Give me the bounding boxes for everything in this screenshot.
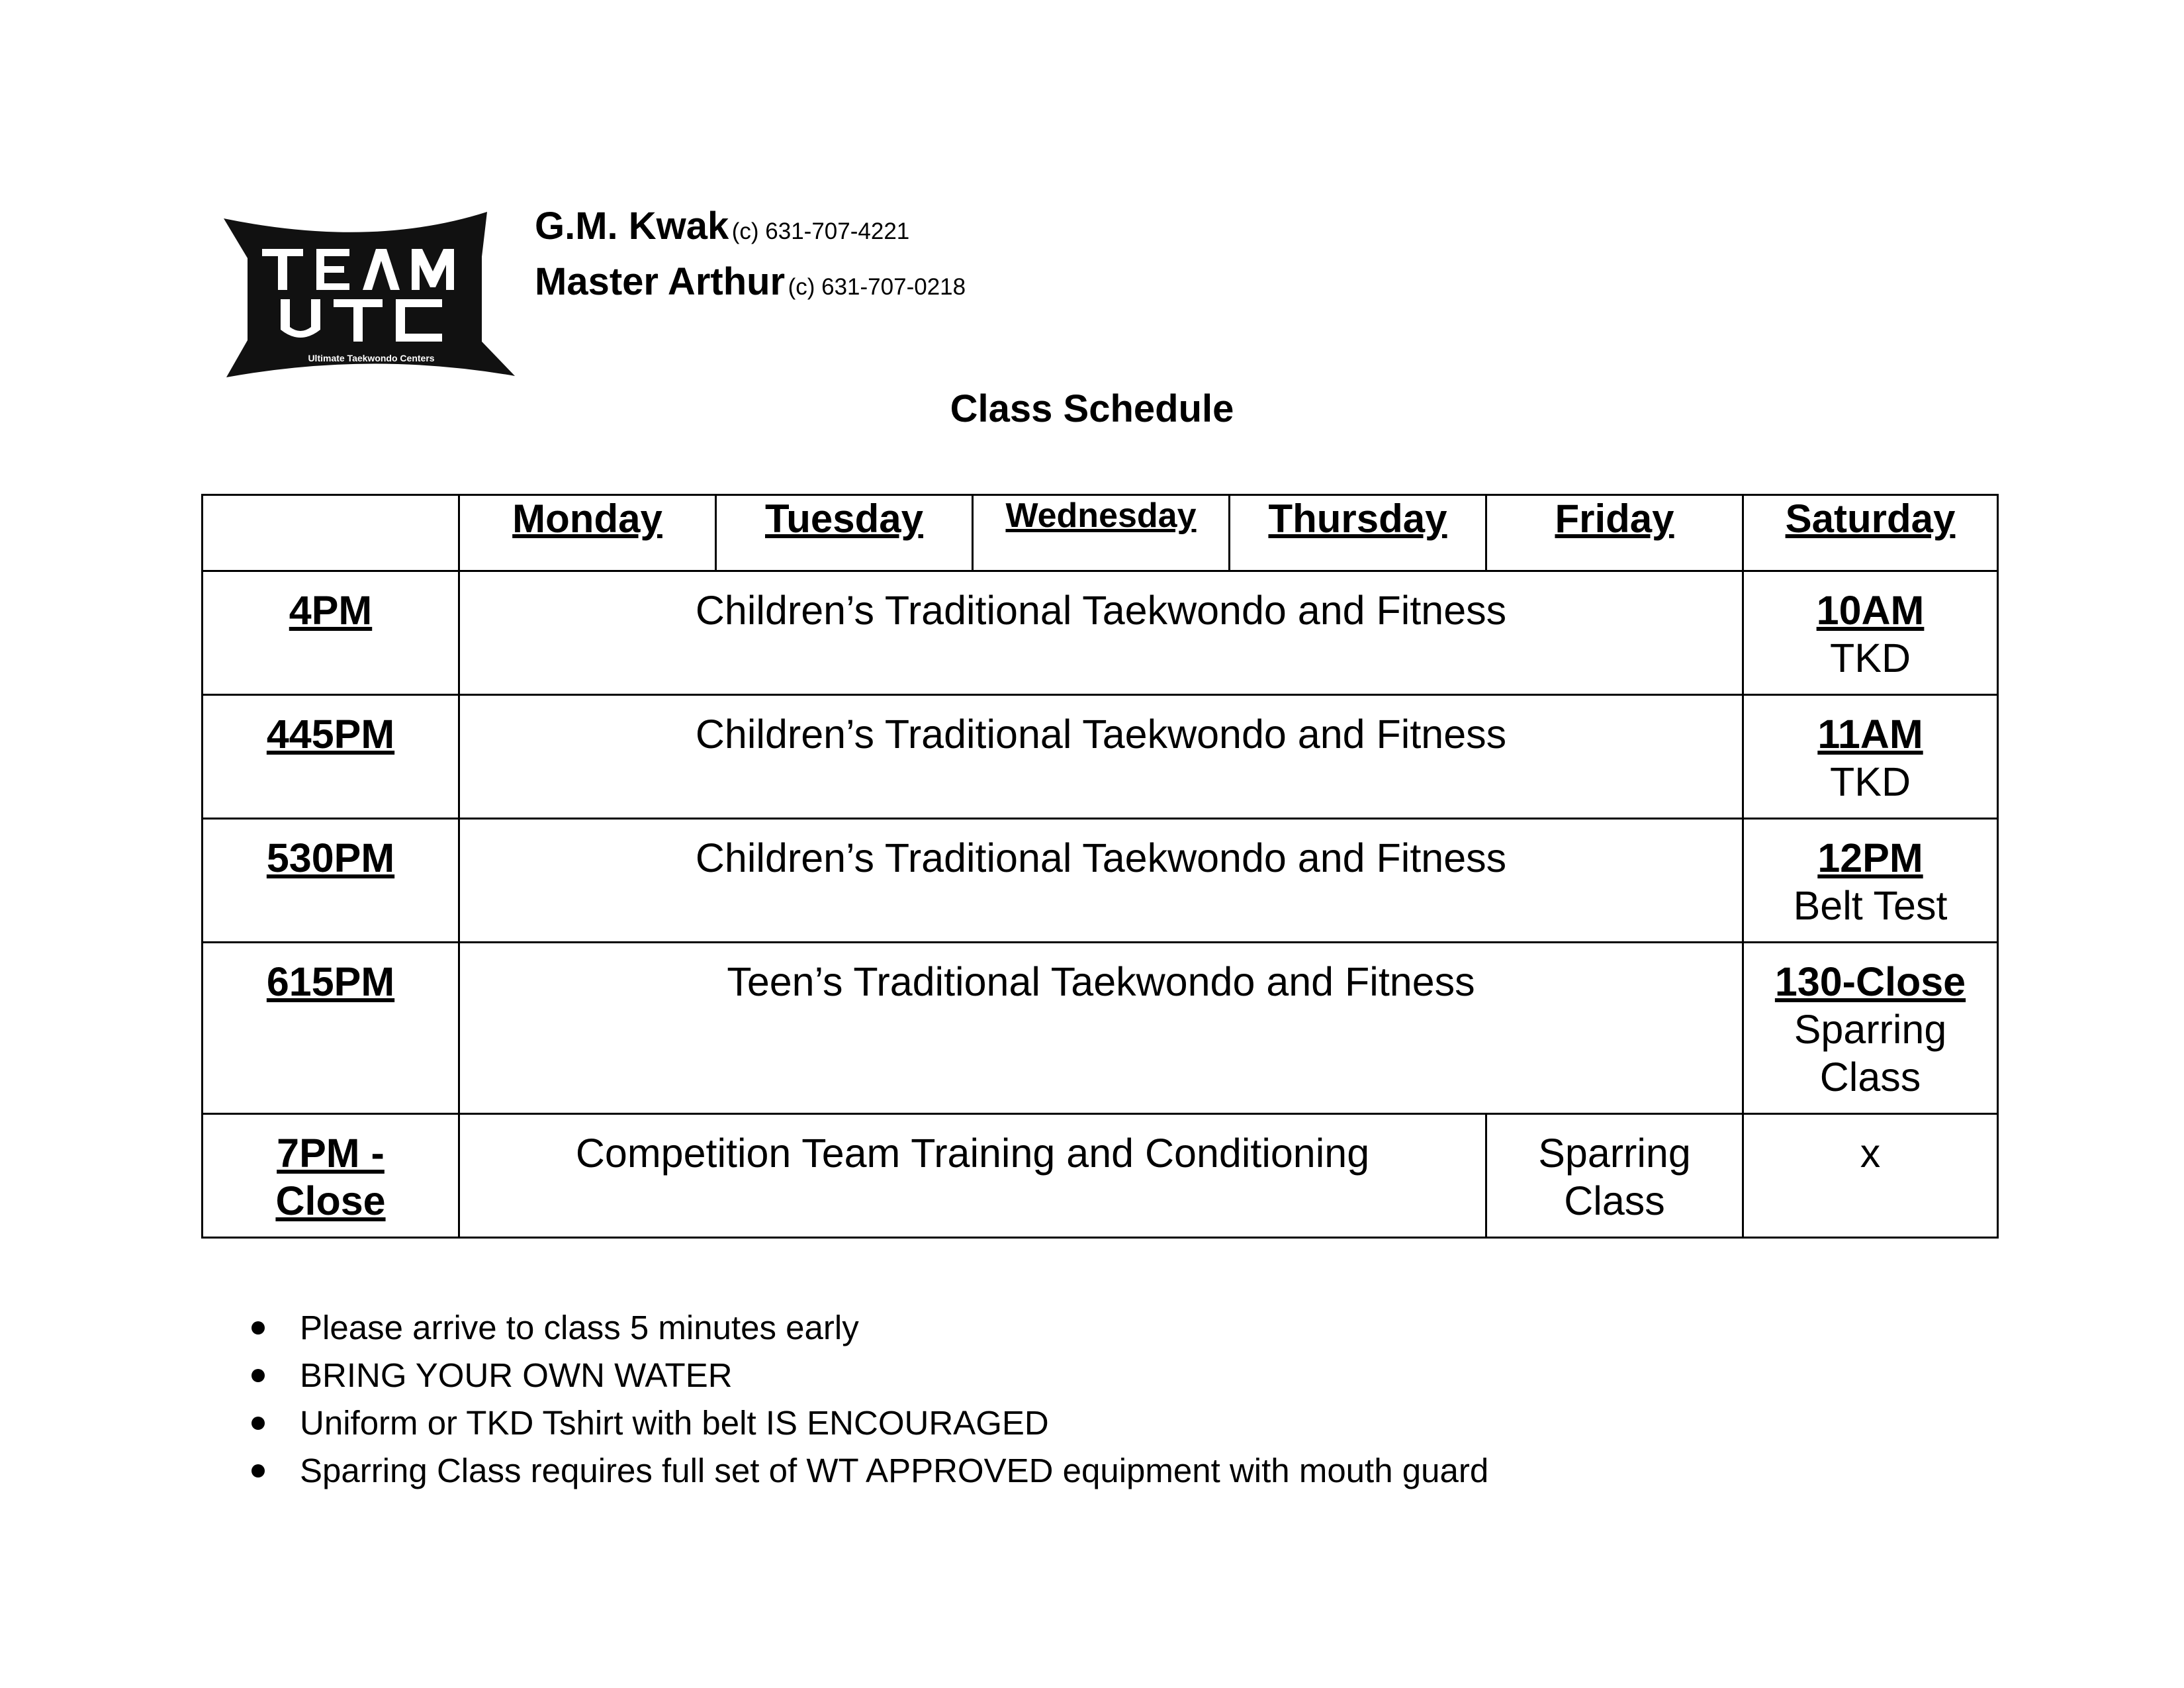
- weekday-class-cell: [459, 695, 1743, 819]
- table-row: [203, 943, 1998, 1114]
- logo-tagline-line2: Long Island, NY: [338, 364, 404, 374]
- contact-name: Master Arthur: [535, 260, 786, 303]
- weekday-class-cell: [459, 571, 1743, 695]
- competition-class-cell: [459, 1114, 1486, 1238]
- class-name: Children’s Traditional Taekwondo and Fitness: [695, 835, 1507, 880]
- time-label: 530PM: [266, 835, 395, 880]
- saturday-class: Belt Test: [1793, 883, 1948, 928]
- saturday-class: x: [1860, 1131, 1881, 1176]
- time-label: 615PM: [266, 959, 395, 1004]
- bullet-icon: [251, 1417, 265, 1430]
- day-label: Tuesday: [765, 496, 923, 541]
- time-cell: [203, 819, 459, 943]
- time-cell: [203, 695, 459, 819]
- note-text: BRING YOUR OWN WATER: [300, 1356, 733, 1394]
- class-name: Teen’s Traditional Taekwondo and Fitness: [727, 959, 1475, 1004]
- list-item: [251, 1352, 1488, 1399]
- saturday-cell: [1743, 1114, 1998, 1238]
- team-utc-logo: [222, 211, 520, 383]
- friday-class-line1: Sparring: [1538, 1131, 1691, 1176]
- saturday-class: Sparring Class: [1794, 1007, 1947, 1100]
- time-cell: [203, 1114, 459, 1238]
- time-label: 445PM: [266, 712, 395, 757]
- list-item: [251, 1304, 1488, 1352]
- saturday-class: TKD: [1830, 759, 1911, 804]
- class-name: Children’s Traditional Taekwondo and Fitness: [695, 588, 1507, 633]
- bullet-icon: [251, 1321, 265, 1335]
- logo-tagline-line1: Ultimate Taekwondo Centers: [308, 353, 435, 363]
- saturday-cell: [1743, 695, 1998, 819]
- day-label: Monday: [512, 496, 662, 541]
- header-tuesday: [716, 495, 973, 571]
- saturday-time: 12PM: [1817, 835, 1923, 880]
- note-text: Uniform or TKD Tshirt with belt IS ENCOURAGED: [300, 1404, 1049, 1442]
- saturday-cell: [1743, 819, 1998, 943]
- table-row: [203, 1114, 1998, 1238]
- bullet-icon: [251, 1464, 265, 1477]
- class-name: Children’s Traditional Taekwondo and Fitness: [695, 712, 1507, 757]
- table-row: [203, 571, 1998, 695]
- table-row: [203, 695, 1998, 819]
- weekday-class-cell: [459, 943, 1743, 1114]
- class-name: Competition Team Training and Conditioning: [575, 1131, 1370, 1176]
- schedule-table: [201, 494, 1999, 1239]
- notes-list: [251, 1304, 1488, 1495]
- header-wednesday: [973, 495, 1230, 571]
- time-cell: [203, 943, 459, 1114]
- saturday-class: TKD: [1830, 635, 1911, 680]
- friday-cell: [1486, 1114, 1743, 1238]
- header-saturday: [1743, 495, 1998, 571]
- saturday-time: 130-Close: [1774, 959, 1966, 1004]
- time-label-line1: 7PM -: [277, 1131, 385, 1176]
- saturday-time: 11AM: [1817, 712, 1923, 757]
- header-friday: [1486, 495, 1743, 571]
- list-item: [251, 1447, 1488, 1495]
- day-label: Thursday: [1268, 496, 1447, 541]
- time-label-line2: Close: [275, 1178, 386, 1223]
- header-thursday: [1230, 495, 1486, 571]
- list-item: [251, 1399, 1488, 1447]
- page-title: Class Schedule: [950, 387, 1234, 430]
- contact-name: G.M. Kwak: [535, 205, 729, 248]
- header-monday: [459, 495, 716, 571]
- contact-phone: (c) 631-707-0218: [788, 274, 966, 300]
- contact-phone: (c) 631-707-4221: [731, 218, 910, 244]
- saturday-cell: [1743, 943, 1998, 1114]
- friday-class-line2: Class: [1564, 1178, 1665, 1223]
- note-text: Please arrive to class 5 minutes early: [300, 1309, 859, 1346]
- header-blank-cell: [203, 495, 459, 571]
- table-header-row: [203, 495, 1998, 571]
- time-cell: [203, 571, 459, 695]
- time-label: 4PM: [289, 588, 373, 633]
- contact-master-arthur: [535, 254, 966, 310]
- saturday-cell: [1743, 571, 1998, 695]
- weekday-class-cell: [459, 819, 1743, 943]
- note-text: Sparring Class requires full set of WT APPROVED equipment with mouth guard: [300, 1452, 1489, 1489]
- team-utc-logo-graphic: [222, 211, 520, 383]
- contacts: [535, 199, 966, 310]
- table-row: [203, 819, 1998, 943]
- bullet-icon: [251, 1369, 265, 1382]
- day-label: Saturday: [1785, 496, 1956, 541]
- day-label: Wednesday: [1005, 496, 1197, 535]
- contact-gm-kwak: [535, 199, 966, 254]
- saturday-time: 10AM: [1816, 588, 1925, 633]
- day-label: Friday: [1555, 496, 1674, 541]
